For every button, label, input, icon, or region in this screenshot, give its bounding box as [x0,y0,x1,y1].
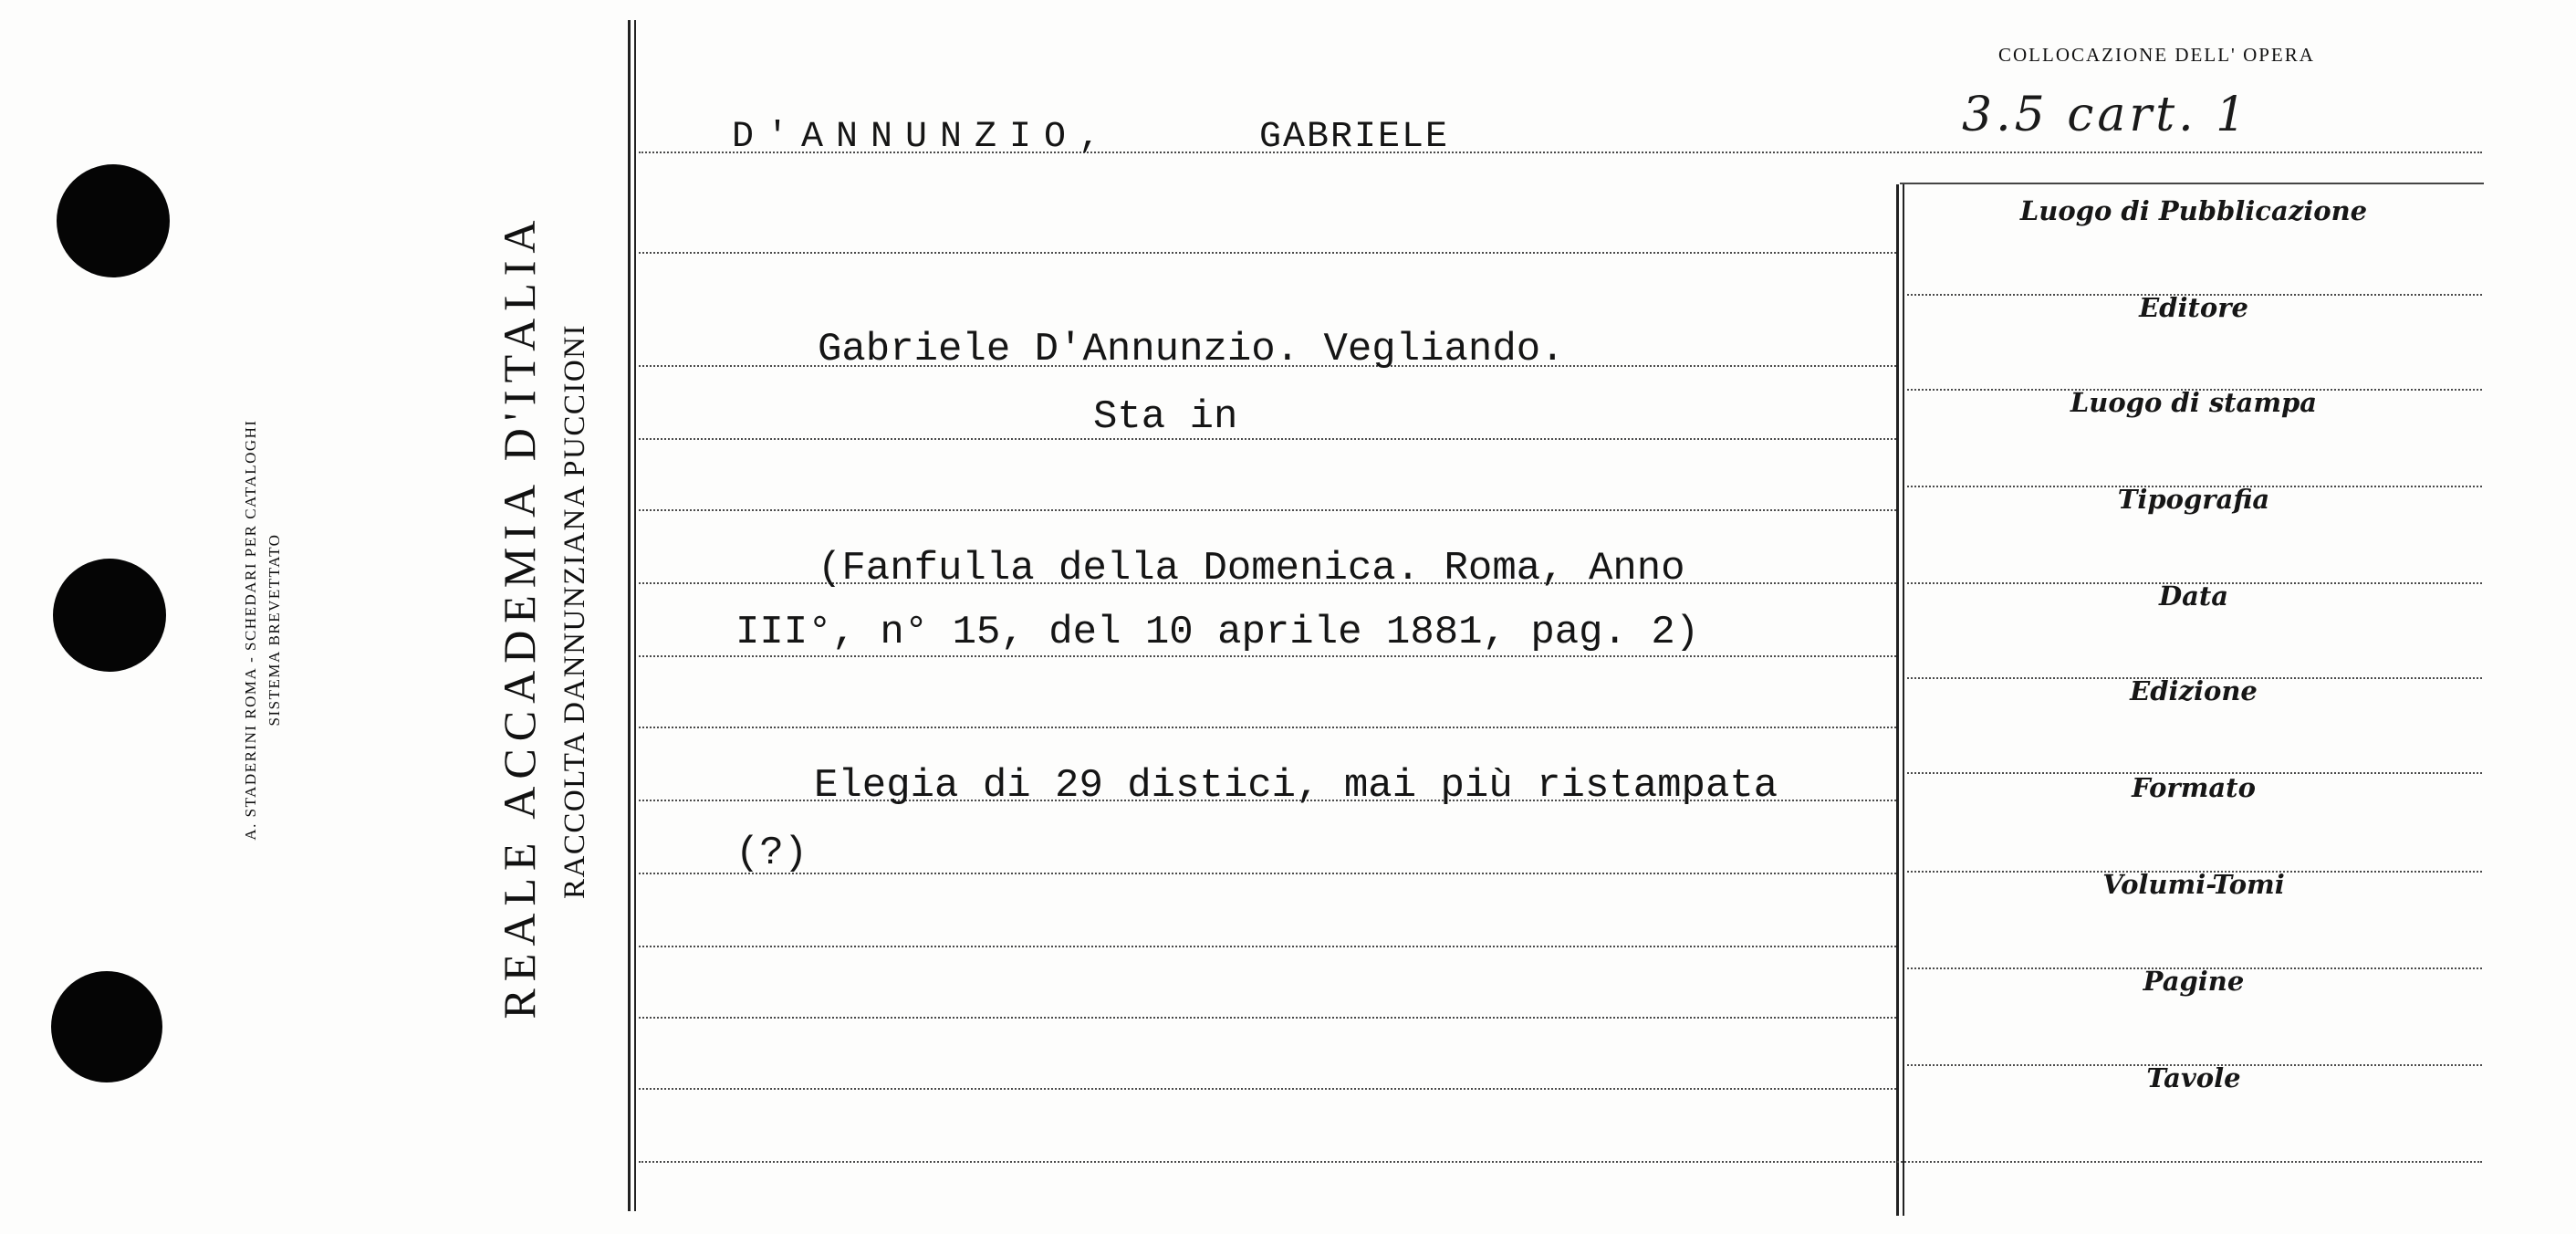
field-label-luogo-stampa: Luogo di stampa [2070,387,2318,418]
panel-rule [1896,184,1899,1216]
writing-line [639,1088,1896,1090]
field-label-luogo-pubblicazione: Luogo di Pubblicazione [2019,195,2368,226]
author-surname: D'ANNUNZIO, [732,117,1114,158]
entry-note-line: (?) [735,831,808,876]
panel-rule [1903,184,1904,1216]
panel-top-rule [1900,183,2484,184]
field-label-tipografia: Tipografia [2117,484,2270,515]
printer-credit-line: SISTEMA BREVETTATO [266,533,283,727]
field-label-editore: Editore [2139,292,2248,323]
collocation-heading: COLLOCAZIONE DELL' OPERA [1998,44,2315,66]
field-label-formato: Formato [2132,772,2256,803]
writing-line [639,1017,1896,1019]
margin-rule [628,20,631,1211]
writing-line [639,655,1896,657]
field-label-tavole: Tavole [2146,1062,2241,1093]
academy-subtitle: RACCOLTA DANNUNZIANA PUCCIONI [558,324,591,900]
entry-note-line: Elegia di 29 distici, mai più ristampata [814,763,1778,809]
author-given-name: GABRIELE [1259,117,1450,158]
academy-title: REALE ACCADEMIA D'ITALIA [494,213,545,1020]
entry-source-line: (Fanfulla della Domenica. Roma, Anno [818,546,1685,591]
writing-line [639,509,1896,511]
shelfmark-handwritten: 3.5 cart. 1 [1962,88,2250,142]
writing-line [639,1161,2482,1163]
writing-line [639,946,1896,947]
writing-line [639,438,1896,440]
field-label-volumi-tomi: Volumi-Tomi [2102,869,2285,900]
field-label-edizione: Edizione [2130,675,2258,706]
entry-source-intro: Sta in [1093,394,1238,440]
margin-rule [634,20,636,1211]
entry-title-line: Gabriele D'Annunzio. Vegliando. [818,327,1565,372]
field-label-pagine: Pagine [2143,966,2245,997]
writing-line [639,873,1896,874]
printer-credit [239,347,287,913]
printer-credit-line: A. STADERINI ROMA - SCHEDARI PER CATALOGHI [242,419,259,841]
entry-source-line: III°, n° 15, del 10 aprile 1881, pag. 2) [735,610,1700,655]
punch-hole [57,164,170,277]
field-label-data: Data [2158,580,2229,612]
punch-hole [51,971,162,1082]
writing-line [639,252,1896,254]
writing-line [639,727,1896,728]
punch-hole [53,559,166,672]
